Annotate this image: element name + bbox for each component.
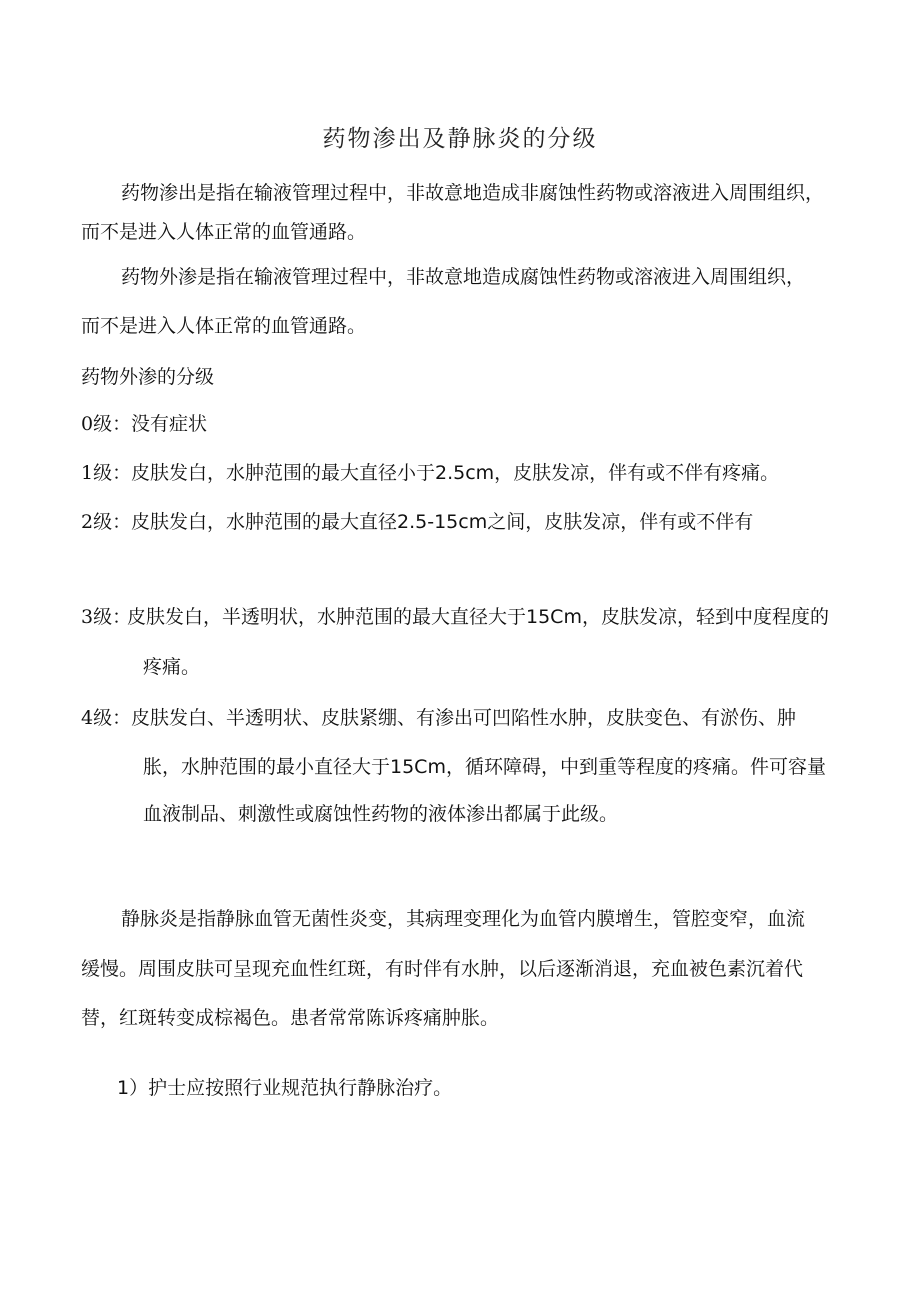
grade-1-text: 皮肤发白，水肿范围的最大直径小于2.5cm，皮肤发凉，伴有或不伴有疼痛。	[131, 462, 780, 484]
grade-4-text-line-3: 血液制品、刺激性或腐蚀性药物的液体渗出都属于此级。	[143, 803, 619, 825]
phlebitis-definition-line-2: 缓慢。周围皮肤可呈现充血性红斑，有时伴有水肿，以后逐渐消退，充血被色素沉着代	[81, 958, 804, 980]
grade-4-text-line-2: 胀，水肿范围的最小直径大于15Cm，循环障碍，中到重等程度的疼痛。件可容量	[143, 756, 826, 778]
grade-3-text-line-2: 疼痛。	[143, 656, 201, 678]
grade-3-label: 3级：	[81, 606, 132, 628]
grade-0-label: 0级：	[81, 413, 132, 435]
grade-2-text: 皮肤发白，水肿范围的最大直径2.5-15cm之间，皮肤发凉，伴有或不伴有	[131, 511, 754, 533]
extravasation-definition-line-1: 药物外渗是指在输液管理过程中，非故意地造成腐蚀性药物或溶液进入周围组织，	[121, 266, 806, 288]
phlebitis-definition-line-3: 替，红斑转变成棕褐色。患者常常陈诉疼痛肿胀。	[81, 1007, 500, 1029]
infiltration-definition-line-1: 药物渗出是指在输液管理过程中，非故意地造成非腐蚀性药物或溶液进入周围组织，	[121, 182, 825, 204]
grade-0-text: 没有症状	[131, 413, 208, 435]
infiltration-definition-line-2: 而不是进入人体正常的血管通路。	[81, 221, 367, 243]
phlebitis-definition-line-1: 静脉炎是指静脉血管无菌性炎变，其病理变理化为血管内膜增生，管腔变窄，血流	[121, 908, 806, 930]
document-title: 药物渗出及静脉炎的分级	[322, 126, 598, 152]
grade-1-label: 1级：	[81, 462, 132, 484]
grade-3-text-line-1: 皮肤发白，半透明状，水肿范围的最大直径大于15Cm，皮肤发凉，轻到中度程度的	[127, 606, 829, 628]
grading-heading: 药物外渗的分级	[81, 366, 215, 388]
nursing-guideline-item-1: 1）护士应按照行业规范执行静脉治疗。	[117, 1077, 453, 1099]
grade-2-label: 2级：	[81, 511, 132, 533]
extravasation-definition-line-2: 而不是进入人体正常的血管通路。	[81, 315, 367, 337]
grade-4-text-line-1: 皮肤发白、半透明状、皮肤紧绷、有渗出可凹陷性水肿，皮肤变色、有淤伤、肿	[131, 707, 797, 729]
grade-4-label: 4级：	[81, 707, 132, 729]
